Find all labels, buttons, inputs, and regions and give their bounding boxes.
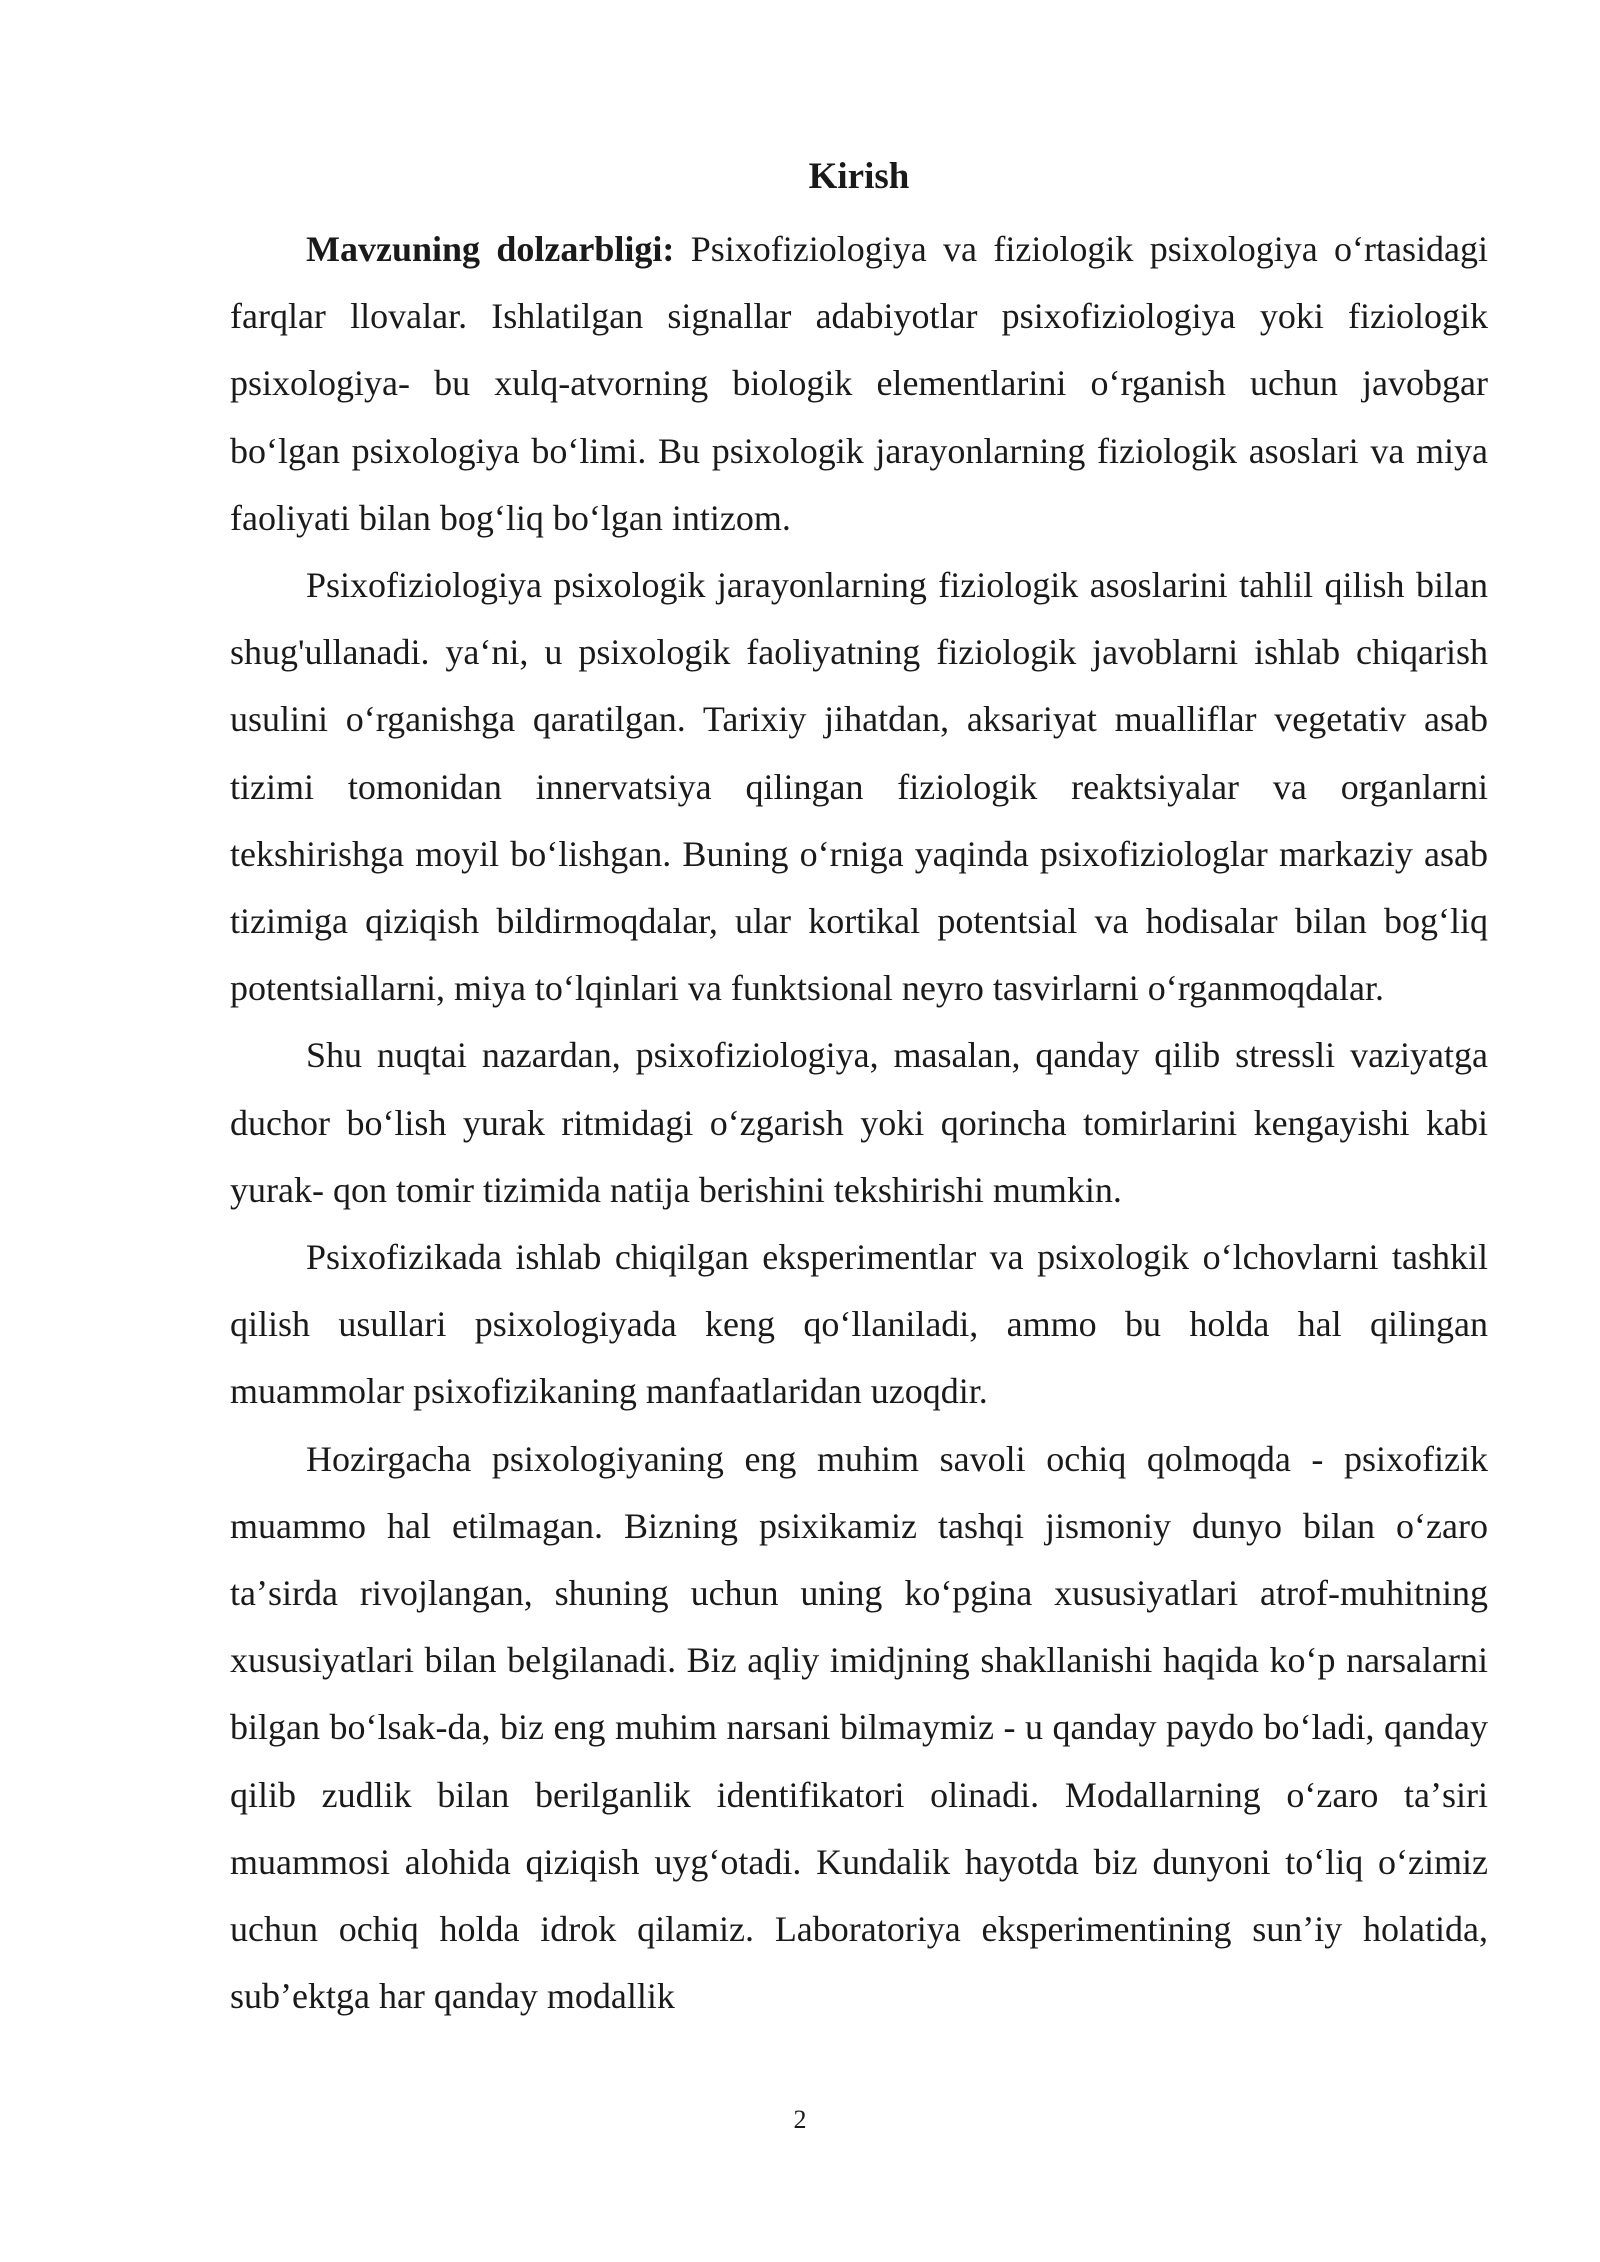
- paragraph-lead: Mavzuning dolzarbligi:: [306, 229, 675, 269]
- paragraph-relevance: [230, 216, 1488, 552]
- paragraph-text: Psixofizikada ishlab chiqilgan eksperimentlar va psixologik oʻlchovlarni tashkil qilish usullari psixologiyada keng qoʻllaniladi, ammo bu holda hal qilingan muammolar psixofizikaning manfaatlaridan uzoqdir.: [230, 1237, 1488, 1412]
- paragraph-text: Psixofiziologiya va fiziologik psixologiya oʻrtasidagi farqlar llovalar. Ishlatilgan signallar adabiyotlar psixofiziologiya yoki fiziologik psixologiya- bu xulq-atvorning biologik elementlarini oʻrganish uchun javobgar boʻlgan psixologiya boʻlimi. Bu psixologik jarayonlarning fiziologik asoslari va miya faoliyati bilan bogʻliq boʻlgan intizom.: [230, 229, 1488, 538]
- page-content: [230, 148, 1488, 2030]
- paragraph-psychophysiology: [230, 552, 1488, 1022]
- paragraph-text: Shu nuqtai nazardan, psixofiziologiya, masalan, qanday qilib stressli vaziyatga duchor boʻlish yurak ritmidagi oʻzgarish yoki qorincha tomirlarini kengayishi kabi yurak- qon tomir tizimida natija berishini tekshirishi mumkin.: [230, 1035, 1488, 1210]
- paragraph-psychophysical-problem: [230, 1426, 1488, 2031]
- paragraph-stress-example: [230, 1022, 1488, 1224]
- paragraph-text: Hozirgacha psixologiyaning eng muhim savoli ochiq qolmoqda - psixofizik muammo hal etilmagan. Bizning psixikamiz tashqi jismoniy dunyo bilan oʻzaro taʼsirda rivojlangan, shuning uchun uning koʻpgina xususiyatlari atrof-muhitning xususiyatlari bilan belgilanadi. Biz aqliy imidjning shakllanishi haqida koʻp narsalarni bilgan boʻlsak-da, biz eng muhim narsani bilmaymiz - u qanday paydo boʻladi, qanday qilib zudlik bilan berilganlik identifikatori olinadi. Modallarning oʻzaro taʼsiri muammosi alohida qiziqish uygʻotadi. Kundalik hayotda biz dunyoni toʻliq oʻzimiz uchun ochiq holda idrok qilamiz. Laboratoriya eksperimentining sunʼiy holatida, subʼektga har qanday modallik: [230, 1438, 1488, 2017]
- page-number: 2: [793, 2105, 807, 2134]
- section-heading: Kirish: [808, 156, 910, 197]
- paragraph-psychophysics-methods: [230, 1224, 1488, 1426]
- paragraph-text: Psixofiziologiya psixologik jarayonlarning fiziologik asoslarini tahlil qilish bilan shug'ullanadi. yaʻni, u psixologik faoliyatning fiziologik javoblarni ishlab chiqarish usulini oʻrganishga qaratilgan. Tarixiy jihatdan, aksariyat mualliflar vegetativ asab tizimi tomonidan innervatsiya qilingan fiziologik reaktsiyalar va organlarni tekshirishga moyil boʻlishgan. Buning oʻrniga yaqinda psixofiziologlar markaziy asab tizimiga qiziqish bildirmoqdalar, ular kortikal potentsial va hodisalar bilan bogʻliq potentsiallarni, miya toʻlqinlari va funktsional neyro tasvirlarni oʻrganmoqdalar.: [230, 565, 1488, 1009]
